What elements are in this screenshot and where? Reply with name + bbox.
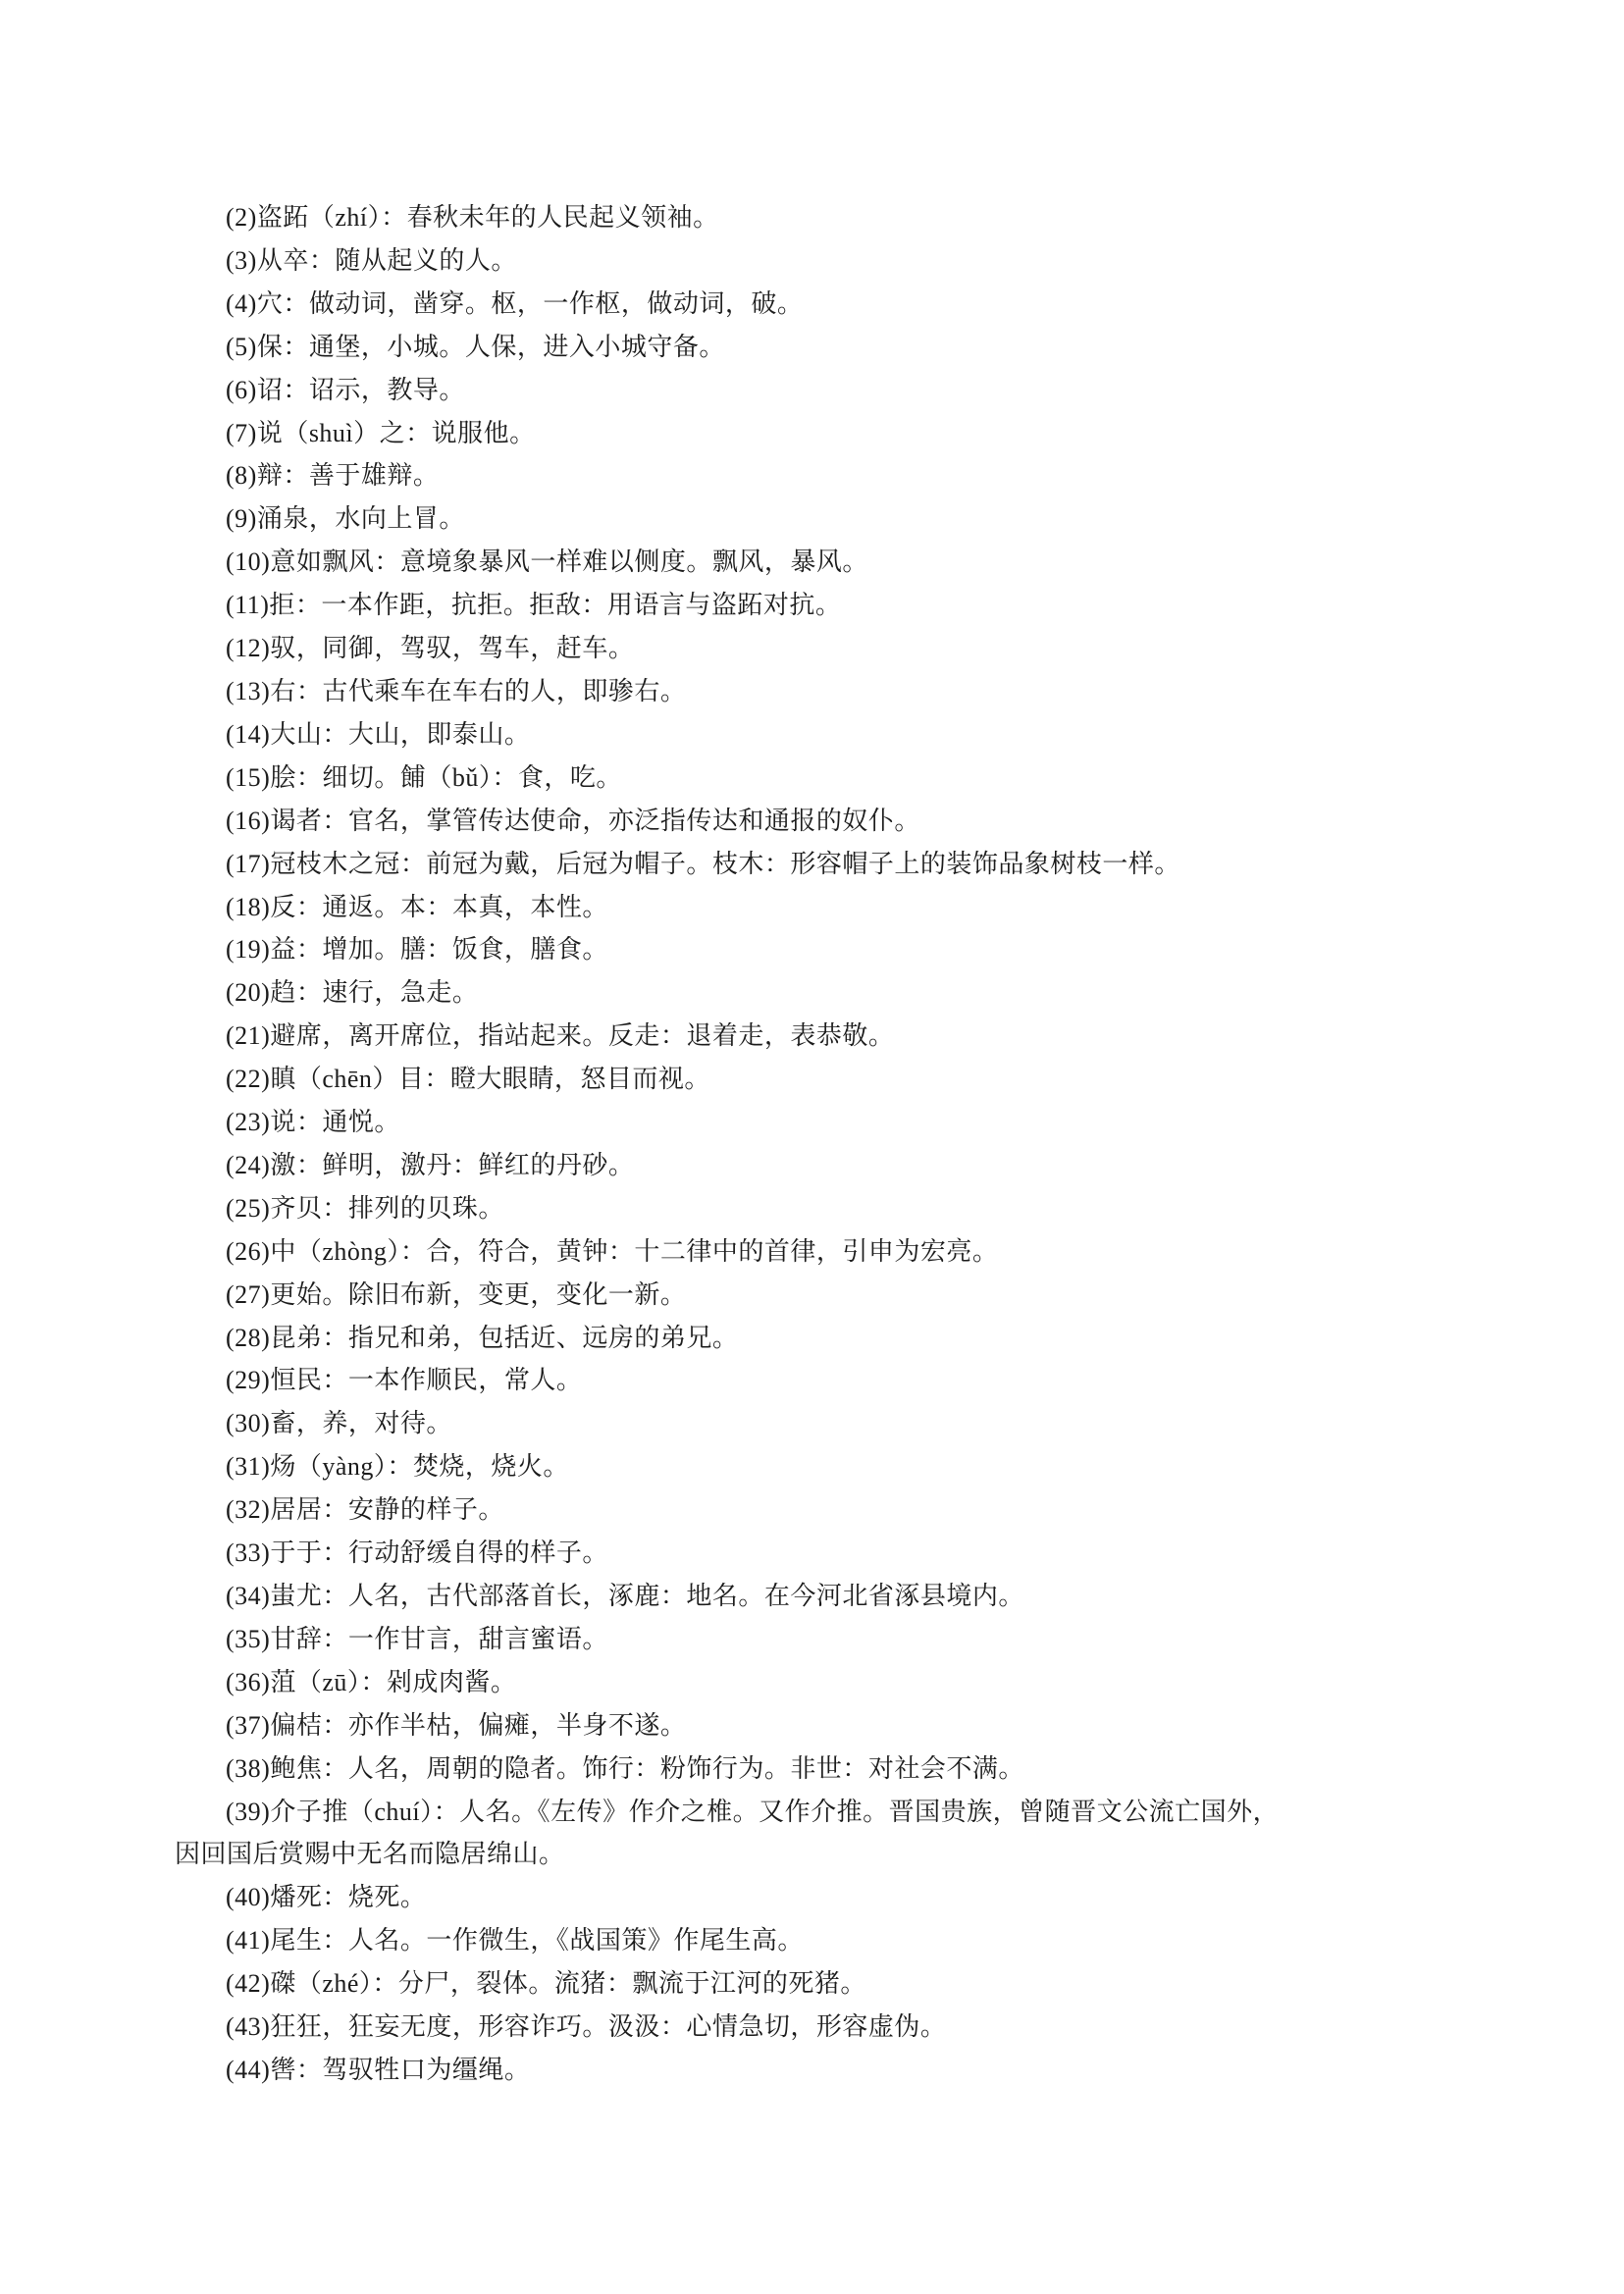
annotation-list bbox=[175, 196, 1441, 2092]
annotation-line: (22)瞋（chēn）目：瞪大眼睛，怒目而视。 bbox=[226, 1065, 710, 1094]
annotation-line: (37)偏桔：亦作半枯，偏瘫，半身不遂。 bbox=[226, 1710, 687, 1740]
annotation-line: (21)避席，离开席位，指站起来。反走：退着走，表恭敬。 bbox=[226, 1021, 895, 1051]
annotation-line: (29)恒民：一本作顺民，常人。 bbox=[226, 1366, 583, 1395]
annotation-line: (18)反：通返。本：本真，本性。 bbox=[226, 892, 608, 921]
annotation-line: (32)居居：安静的样子。 bbox=[226, 1495, 504, 1525]
annotation-line: (17)冠枝木之冠：前冠为戴，后冠为帽子。枝木：形容帽子上的装饰品象树枝一样。 bbox=[226, 849, 1180, 878]
annotation-line: (6)诏：诏示，教导。 bbox=[226, 375, 465, 404]
annotation-line: (26)中（zhòng）：合，符合，黄钟：十二律中的首律，引申为宏亮。 bbox=[226, 1236, 999, 1266]
annotation-line: (36)菹（zū）：剁成肉酱。 bbox=[226, 1667, 517, 1696]
annotation-line: (35)甘辞：一作甘言，甜言蜜语。 bbox=[226, 1624, 608, 1653]
annotation-line: (33)于于：行动舒缓自得的样子。 bbox=[226, 1538, 608, 1568]
annotation-line: (43)狂狂，狂妄无度，形容诈巧。汲汲：心情急切，形容虚伪。 bbox=[226, 2012, 947, 2042]
annotation-line: (10)意如飘风：意境象暴风一样难以侧度。飘风，暴风。 bbox=[226, 547, 868, 577]
annotation-line: (15)脍：细切。餔（bǔ）：食，吃。 bbox=[226, 762, 622, 792]
annotation-line: (44)辔：驾驭牲口为缰绳。 bbox=[226, 2055, 531, 2084]
annotation-line: (25)齐贝：排列的贝珠。 bbox=[226, 1193, 504, 1223]
annotation-line: (38)鲍焦：人名，周朝的隐者。饰行：粉饰行为。非世：对社会不满。 bbox=[226, 1753, 1024, 1783]
annotation-line: (3)从卒：随从起义的人。 bbox=[226, 245, 517, 275]
annotation-line: (12)驭，同御，驾驭，驾车，赶车。 bbox=[226, 634, 635, 663]
annotation-line: (39)介子推（chuí）：人名。《左传》作介之椎。又作介推。晋国贵族，曾随晋文公流亡国外， bbox=[226, 1797, 1280, 1826]
annotation-line: (11)拒：一本作距，抗拒。拒敌：用语言与盗跖对抗。 bbox=[226, 591, 842, 620]
annotation-line: (14)大山：大山，即泰山。 bbox=[226, 719, 531, 749]
annotation-line: (2)盗跖（zhí）：春秋未年的人民起义领袖。 bbox=[226, 203, 719, 232]
annotation-line: (41)尾生：人名。一作微生，《战国策》作尾生高。 bbox=[226, 1926, 804, 1955]
annotation-line: (16)谒者：官名，掌管传达使命，亦泛指传达和通报的奴仆。 bbox=[226, 806, 920, 835]
annotation-line: (31)炀（yàng）：焚烧，烧火。 bbox=[226, 1452, 569, 1482]
annotation-line: (40)燔死：烧死。 bbox=[226, 1883, 427, 1912]
annotation-line: (34)蚩尤：人名，古代部落首长，涿鹿：地名。在今河北省涿县境内。 bbox=[226, 1582, 1024, 1610]
annotation-line: (4)穴：做动词，凿穿。枢，一作枢，做动词，破。 bbox=[226, 288, 804, 318]
annotation-line: (23)说：通悦。 bbox=[226, 1108, 400, 1137]
annotation-line: (8)辩：善于雄辩。 bbox=[226, 461, 440, 491]
annotation-line: (7)说（shuì）之：说服他。 bbox=[226, 418, 536, 447]
annotation-line: (13)右：古代乘车在车右的人，即骖右。 bbox=[226, 676, 687, 705]
annotation-line: (5)保：通堡，小城。人保，进入小城守备。 bbox=[226, 332, 725, 361]
annotation-line: (19)益：增加。膳：饭食，膳食。 bbox=[226, 935, 608, 965]
annotation-line-continuation: 因回国后赏赐中无名而隐居绵山。 bbox=[175, 1840, 565, 1869]
annotation-line: (30)畜，养，对待。 bbox=[226, 1409, 452, 1438]
annotation-line: (42)磔（zhé）：分尸，裂体。流猪：飘流于江河的死猪。 bbox=[226, 1969, 866, 1999]
annotation-line: (20)趋：速行，急走。 bbox=[226, 978, 479, 1008]
annotation-line: (28)昆弟：指兄和弟，包括近、远房的弟兄。 bbox=[226, 1323, 739, 1352]
annotation-line: (9)涌泉，水向上冒。 bbox=[226, 504, 465, 534]
annotation-line: (27)更始。除旧布新，变更，变化一新。 bbox=[226, 1279, 687, 1309]
annotation-line: (24)激：鲜明，激丹：鲜红的丹砂。 bbox=[226, 1150, 635, 1179]
